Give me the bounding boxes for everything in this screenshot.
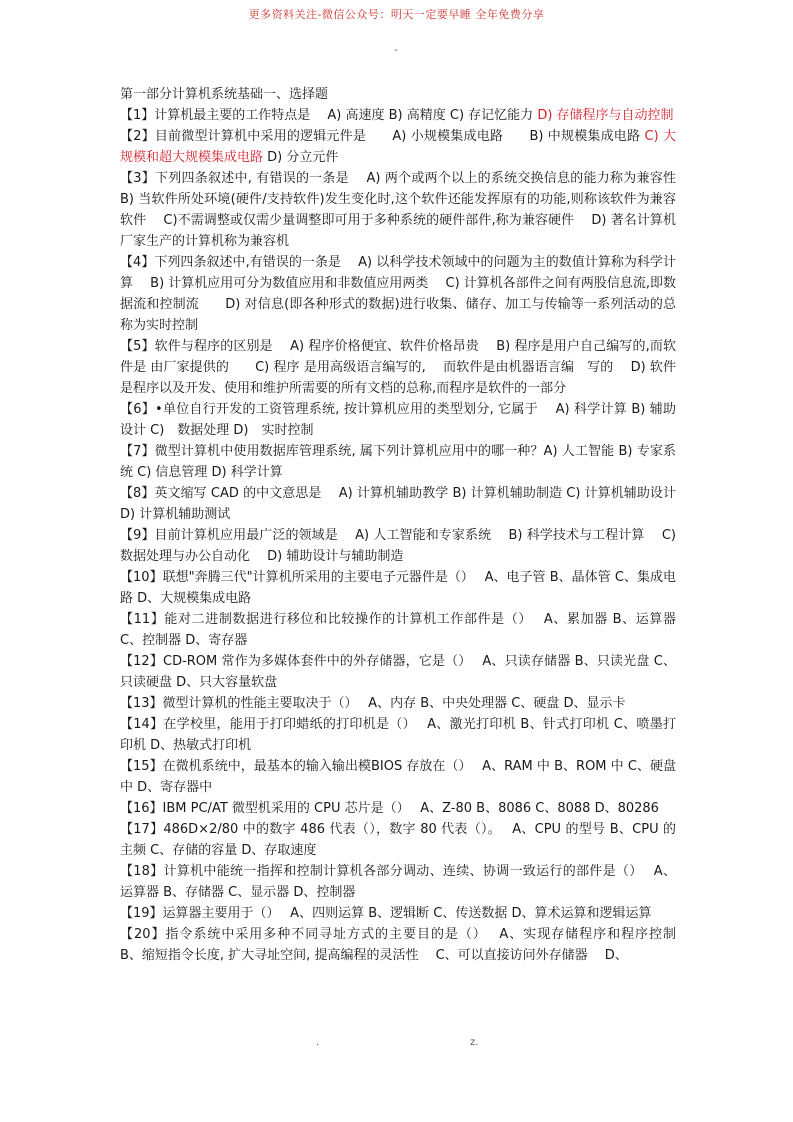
question-item: [120, 483, 676, 525]
question-text: 【13】微型计算机的性能主要取决于（） A、内存 B、中央处理器 C、硬盘 D、显示卡: [120, 696, 626, 711]
question-item: [120, 798, 676, 819]
question-text: 【20】指令系统中采用多种不同寻址方式的主要目的是（） A、实现存储程序和程序控制 B、缩短指令长度, 扩大寻址空间, 提高编程的灵活性 C、可以直接访问外存储器 D、: [120, 927, 694, 963]
question-answer-highlight: C) 大规模和超大规模集成电路: [120, 129, 676, 165]
question-item: [120, 399, 676, 441]
question-item: [120, 168, 694, 252]
question-text: 【5】软件与程序的区别是 A) 程序价格便宜、软件价格昂贵 B) 程序是用户自己编写的,而软件是 由厂家提供的 C) 程序 是用高级语言编写的, 而软件是由机器语言编 写的 D) 软件是程序以及开发、使用和维护所需要的所有文档的总称,而程序是软件的一部分: [120, 339, 676, 396]
question-text: 【11】能对二进制数据进行移位和比较操作的计算机工作部件是（） A、累加器 B、运算器 C、控制器 D、寄存器: [120, 612, 676, 648]
question-item: [120, 903, 676, 924]
question-item: [120, 609, 676, 651]
question-text: 【16】IBM PC/AT 微型机采用的 CPU 芯片是（） A、Z-80 B、8086 C、8088 D、80286: [120, 801, 659, 816]
question-text: D) 分立元件: [263, 150, 339, 165]
question-item: [120, 651, 676, 693]
question-text: 【10】联想"奔腾三代"计算机所采用的主要电子元器件是（） A、电子管 B、晶体管 C、集成电路 D、大规模集成电路: [120, 570, 676, 606]
question-item: [120, 861, 676, 903]
question-text: 【17】486D×2/80 中的数字 486 代表（），数字 80 代表（）。 A、CPU 的型号 B、CPU 的主频 C、存储的容量 D、存取速度: [120, 822, 676, 858]
footer-left-mark: .: [316, 1037, 320, 1048]
question-text: 【7】微型计算机中使用数据库管理系统, 属下列计算机应用中的哪一种？A) 人工智能 B) 专家系统 C) 信息管理 D) 科学计算: [120, 444, 676, 480]
footer-right-mark: z.: [470, 1037, 479, 1048]
question-text: 【9】目前计算机应用最广泛的领域是 A) 人工智能和专家系统 B) 科学技术与工程计算 C) 数据处理与办公自动化 D) 辅助设计与辅助制造: [120, 528, 676, 564]
question-text: 【14】在学校里，能用于打印蜡纸的打印机是（） A、激光打印机 B、针式打印机 C、喷墨打印机 D、热敏式打印机: [120, 717, 676, 753]
question-list: [120, 105, 694, 966]
question-item: [120, 126, 676, 168]
section-title: 第一部分计算机系统基础一、选择题: [120, 87, 329, 102]
question-text: 【18】计算机中能统一指挥和控制计算机各部分调动、连续、协调一致运行的部件是（） A、运算器 B、存储器 C、显示器 D、控制器: [120, 864, 676, 900]
question-text: 【2】目前微型计算机中采用的逻辑元件是 A) 小规模集成电路 B) 中规模集成电路: [120, 129, 645, 144]
document-body: [120, 84, 694, 966]
question-text: 【4】下列四条叙述中,有错误的一条是 A) 以科学技术领域中的问题为主的数值计算称为科学计算 B) 计算机应用可分为数值应用和非数值应用两类 C) 计算机各部件之间有两股信息流,即数据流和控制流 D) 对信息(即各种形式的数据)进行收集、储存、加工与传输等一系列活动的总称为实时控制: [120, 255, 676, 333]
question-item: [120, 714, 676, 756]
question-text: 【12】CD-ROM 常作为多媒体套件中的外存储器，它是（） A、只读存储器 B、只读光盘 C、只读硬盘 D、只大容量软盘: [120, 654, 676, 690]
question-item: [120, 693, 676, 714]
question-text: 【3】下列四条叙述中, 有错误的一条是 A) 两个或两个以上的系统交换信息的能力称为兼容性 B) 当软件所处环境(硬件/支持软件)发生变化时,这个软件还能发挥原有的功能,则称该软件为兼容软件 C)不需调整或仅需少量调整即可用于多种系统的硬件部件,称为兼容硬件 D) 著名计算机厂家生产的计算机称为兼容机: [120, 171, 694, 249]
question-item: [120, 336, 676, 399]
question-answer-highlight: D) 存储程序与自动控制: [537, 108, 674, 123]
question-text: 【19】运算器主要用于（） A、四则运算 B、逻辑断 C、传送数据 D、算术运算和逻辑运算: [120, 906, 652, 921]
question-item: [120, 756, 676, 798]
question-text: 【15】在微机系统中，最基本的输入输出模BIOS 存放在（） A、RAM 中 B、ROM 中 C、硬盘中 D、寄存器中: [120, 759, 676, 795]
question-text: 【1】计算机最主要的工作特点是 A) 高速度 B) 高精度 C) 存记忆能力: [120, 108, 538, 123]
question-item: [120, 567, 676, 609]
question-item: [120, 525, 676, 567]
question-item: [120, 441, 676, 483]
question-item: [120, 105, 676, 126]
question-item: [120, 924, 694, 966]
question-item: [120, 819, 676, 861]
question-text: 【6】•单位自行开发的工资管理系统, 按计算机应用的类型划分, 它属于 A) 科学计算 B) 辅助设计 C) 数据处理 D) 实时控制: [120, 402, 676, 438]
question-item: [120, 252, 676, 336]
question-text: 【8】英文缩写 CAD 的中文意思是 A) 计算机辅助教学 B) 计算机辅助制造 C) 计算机辅助设计 D) 计算机辅助测试: [120, 486, 676, 522]
top-banner: 更多资料关注-微信公众号：明天一定要早睡 全年免费分享: [248, 8, 545, 21]
header-mark: -: [394, 45, 398, 56]
